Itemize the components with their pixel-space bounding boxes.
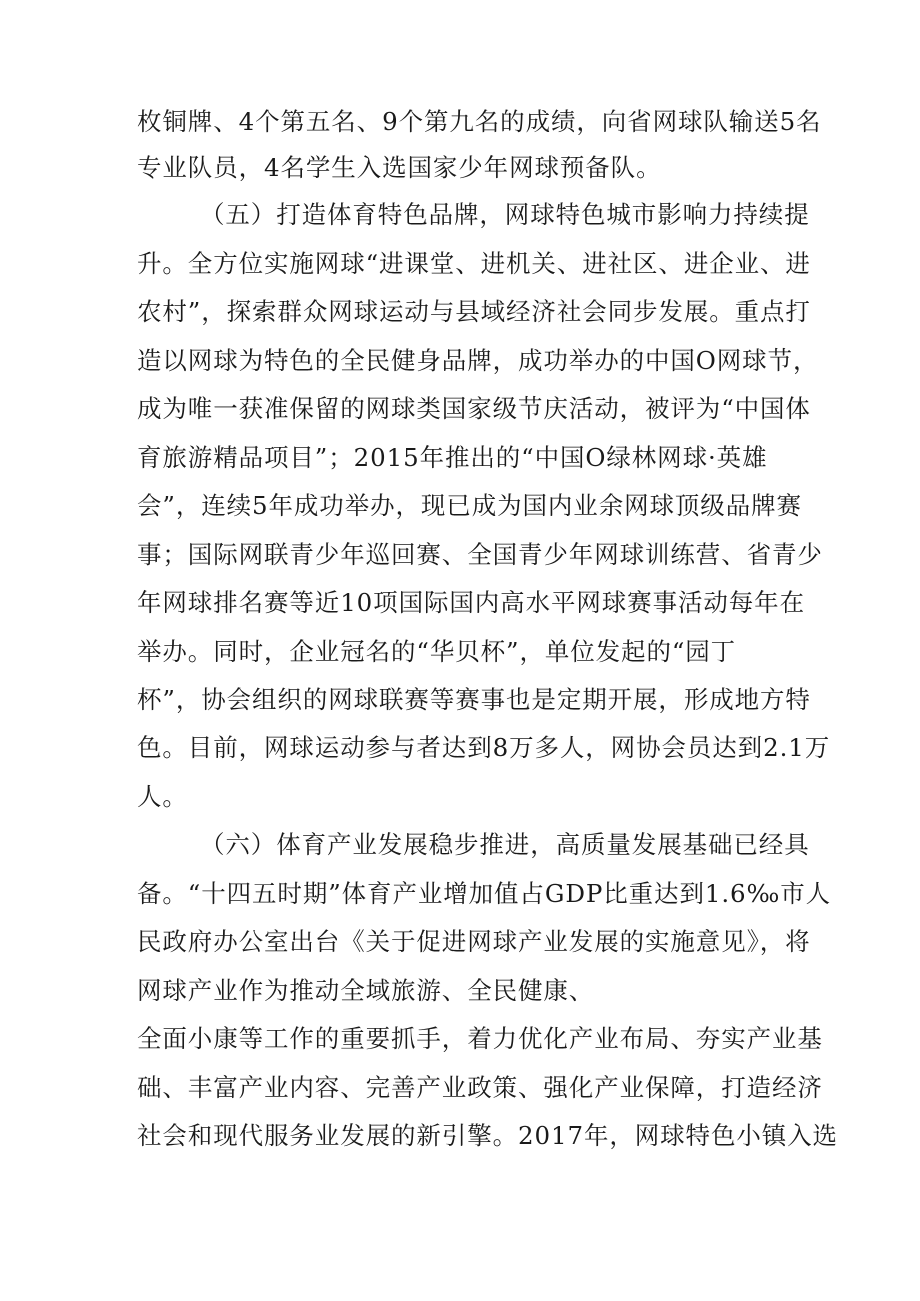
text-line: 升。全方位实施网球“进课堂、进机关、进社区、进企业、进 <box>137 249 811 278</box>
text-line: 育旅游精品项目”；2015年推出的“中国O绿林网球·英雄 <box>137 443 768 472</box>
text-line: 农村”，探索群众网球运动与县域经济社会同步发展。重点打 <box>137 297 811 326</box>
text-line: 备。“十四五时期”体育产业增加值占GDP比重达到1.6‰市人 <box>137 879 832 908</box>
text-line: 社会和现代服务业发展的新引擎。2017年，网球特色小镇入选 <box>137 1121 838 1150</box>
text-line: 举办。同时，企业冠名的“华贝杯”，单位发起的“园丁 <box>137 637 737 666</box>
text-line: 造以网球为特色的全民健身品牌，成功举办的中国O网球节， <box>137 346 819 375</box>
text-line: 枚铜牌、4个第五名、9个第九名的成绩，向省网球队输送5名 <box>137 107 822 136</box>
text-line: 色。目前，网球运动参与者达到8万多人，网协会员达到2.1万 <box>137 733 831 762</box>
text-line: 全面小康等工作的重要抓手，着力优化产业布局、夯实产业基 <box>137 1024 823 1053</box>
text-line: 础、丰富产业内容、完善产业政策、强化产业保障，打造经济 <box>137 1073 823 1102</box>
text-line: 网球产业作为推动全域旅游、全民健康、 <box>137 976 595 1005</box>
text-line: 成为唯一获准保留的网球类国家级节庆活动，被评为“中国体 <box>137 394 811 423</box>
text-line: 专业队员，4名学生入选国家少年网球预备队。 <box>137 153 662 182</box>
text-line: 事；国际网联青少年巡回赛、全国青少年网球训练营、省青少 <box>137 540 823 569</box>
text-line: 年网球排名赛等近10项国际国内高水平网球赛事活动每年在 <box>137 588 805 617</box>
text-line: 杯”，协会组织的网球联赛等赛事也是定期开展，形成地方特 <box>137 685 811 714</box>
paragraph-6-heading-line: （六）体育产业发展稳步推进，高质量发展基础已经具 <box>200 830 810 859</box>
text-line: 会”，连续5年成功举办，现已成为国内业余网球顶级品牌赛 <box>137 491 802 520</box>
paragraph-5-heading-line: （五）打造体育特色品牌，网球特色城市影响力持续提 <box>200 200 810 229</box>
text-line: 民政府办公室出台《关于促进网球产业发展的实施意见》，将 <box>137 927 811 956</box>
text-line: 人。 <box>137 782 188 811</box>
